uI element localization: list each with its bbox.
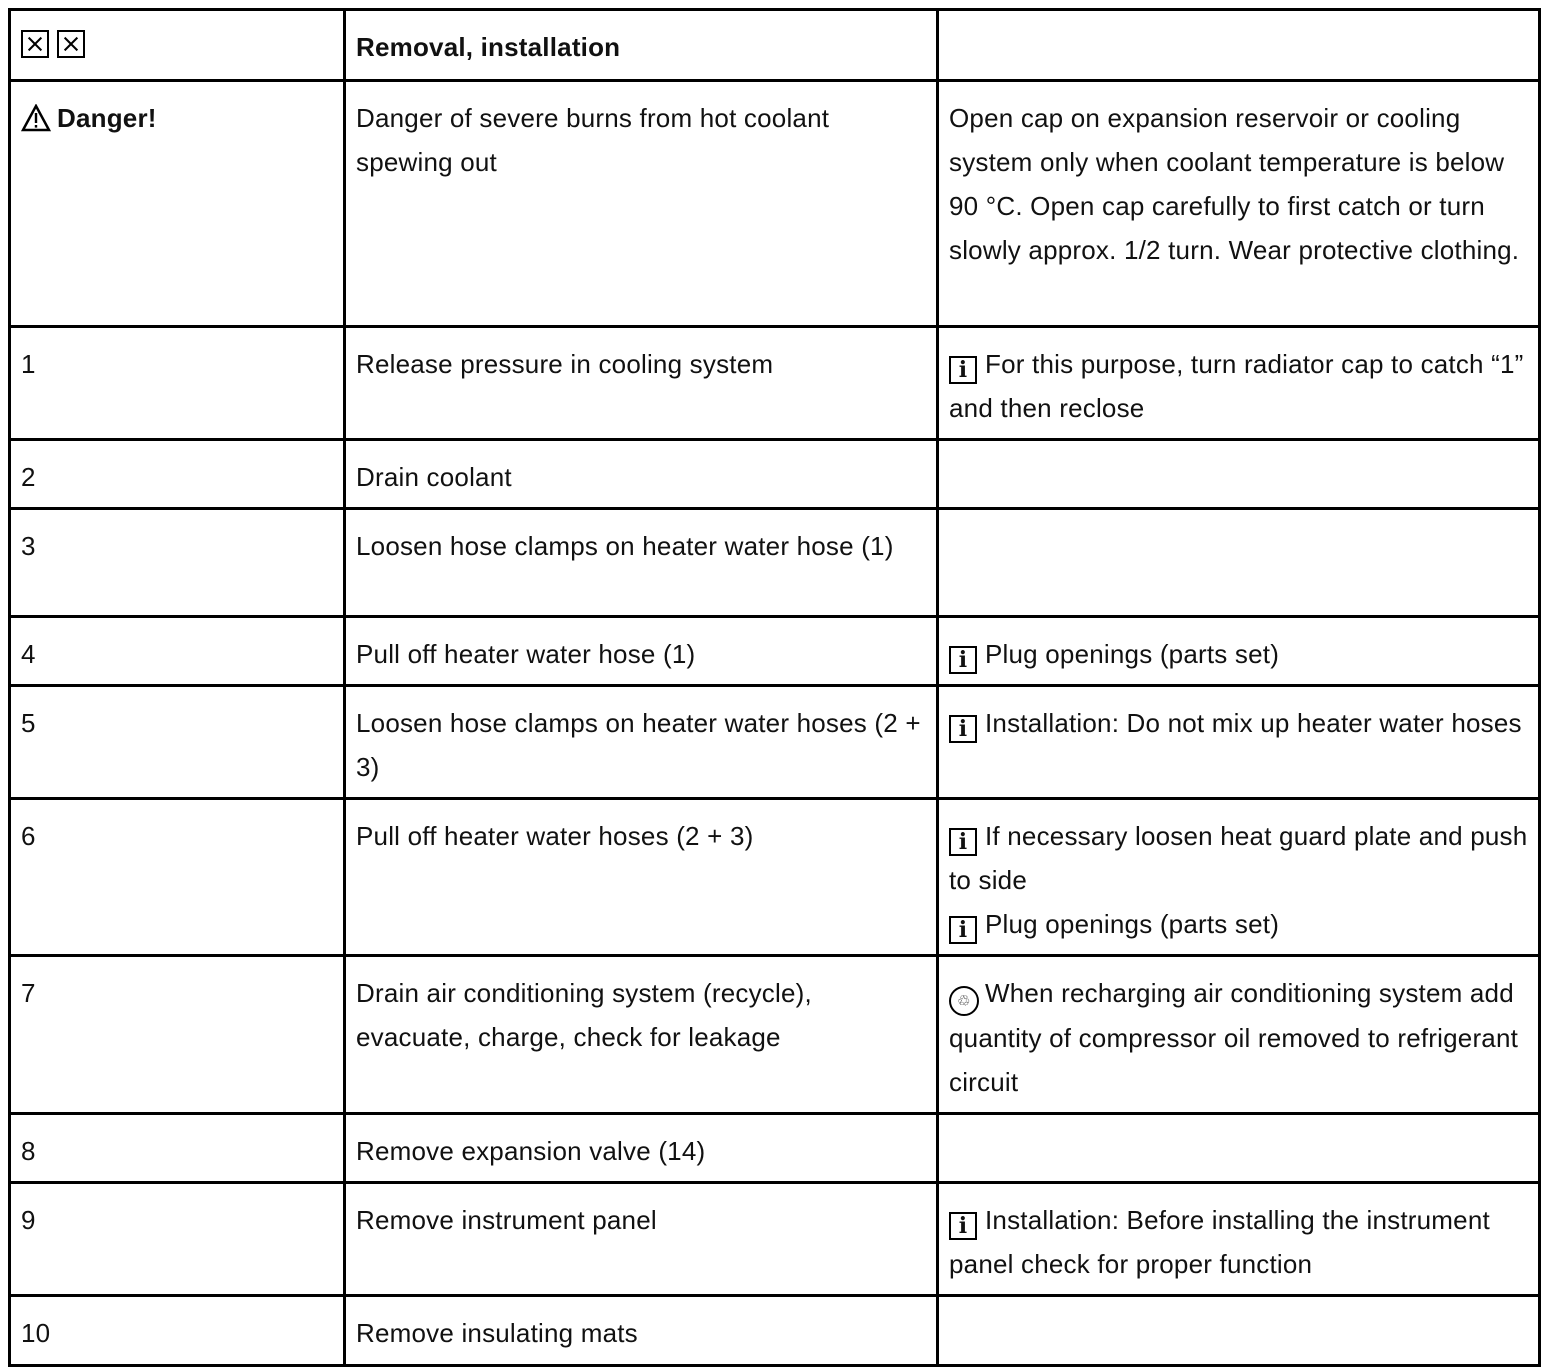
step-number: 7 — [10, 956, 345, 1114]
table-row — [10, 440, 1540, 509]
step-note — [938, 956, 1540, 1114]
step-action: Remove insulating mats — [345, 1296, 938, 1366]
step-note — [938, 327, 1540, 440]
table-row — [10, 1183, 1540, 1296]
table-row — [10, 509, 1540, 617]
header-icons-cell — [10, 10, 345, 81]
danger-cell — [10, 81, 345, 327]
info-icon: i — [949, 356, 977, 384]
step-note — [938, 440, 1540, 509]
table-row — [10, 956, 1540, 1114]
step-note — [938, 509, 1540, 617]
tool-symbol-icon — [21, 30, 49, 58]
note-line — [949, 1198, 1528, 1286]
step-number: 2 — [10, 440, 345, 509]
note-text: When recharging air conditioning system add quantity of compressor oil removed to refrigerant circuit — [949, 978, 1519, 1097]
step-number: 9 — [10, 1183, 345, 1296]
step-action: Pull off heater water hoses (2 + 3) — [345, 799, 938, 956]
danger-note: Open cap on expansion reservoir or cooling system only when coolant temperature is below 90 °C. Open cap carefully to first catch or turn slowly approx. 1/2 turn. Wear protective clothing. — [938, 81, 1540, 327]
note-text: Plug openings (parts set) — [985, 909, 1280, 939]
step-action: Drain air conditioning system (recycle), evacuate, charge, check for leakage — [345, 956, 938, 1114]
step-note — [938, 1296, 1540, 1366]
info-icon: i — [949, 1212, 977, 1240]
note-line — [949, 701, 1528, 745]
note-text: Plug openings (parts set) — [985, 639, 1280, 669]
table-row — [10, 686, 1540, 799]
header-title: Removal, installation — [345, 10, 938, 81]
step-note — [938, 686, 1540, 799]
table-row — [10, 1114, 1540, 1183]
info-icon: i — [949, 646, 977, 674]
danger-description: Danger of severe burns from hot coolant spewing out — [345, 81, 938, 327]
table-row — [10, 327, 1540, 440]
header-row — [10, 10, 1540, 81]
step-action: Remove instrument panel — [345, 1183, 938, 1296]
note-line — [949, 632, 1528, 676]
step-number: 10 — [10, 1296, 345, 1366]
step-action: Pull off heater water hose (1) — [345, 617, 938, 686]
step-number: 1 — [10, 327, 345, 440]
danger-label: Danger! — [57, 103, 157, 133]
step-number: 8 — [10, 1114, 345, 1183]
step-action: Drain coolant — [345, 440, 938, 509]
note-line — [949, 342, 1528, 430]
step-note — [938, 1183, 1540, 1296]
note-line — [949, 814, 1528, 902]
tool-symbol-icon — [57, 30, 85, 58]
info-icon: i — [949, 828, 977, 856]
procedure-table — [8, 8, 1541, 1367]
step-number: 5 — [10, 686, 345, 799]
note-text: Installation: Before installing the instrument panel check for proper function — [949, 1205, 1490, 1279]
step-note — [938, 617, 1540, 686]
note-text: For this purpose, turn radiator cap to catch “1” and then reclose — [949, 349, 1524, 423]
warning-triangle-icon — [21, 104, 51, 132]
step-number: 4 — [10, 617, 345, 686]
info-icon: i — [949, 715, 977, 743]
info-icon: i — [949, 916, 977, 944]
note-text: Installation: Do not mix up heater water hoses — [985, 708, 1522, 738]
table-row — [10, 617, 1540, 686]
note-line — [949, 971, 1528, 1104]
step-action: Remove expansion valve (14) — [345, 1114, 938, 1183]
step-note — [938, 799, 1540, 956]
step-action: Loosen hose clamps on heater water hoses (2 + 3) — [345, 686, 938, 799]
note-text: If necessary loosen heat guard plate and push to side — [949, 821, 1528, 895]
environment-icon: ♲ — [949, 986, 979, 1016]
header-note — [938, 10, 1540, 81]
table-row — [10, 1296, 1540, 1366]
note-line — [949, 902, 1528, 946]
step-action: Release pressure in cooling system — [345, 327, 938, 440]
step-note — [938, 1114, 1540, 1183]
step-number: 6 — [10, 799, 345, 956]
table-row — [10, 799, 1540, 956]
danger-row — [10, 81, 1540, 327]
step-action: Loosen hose clamps on heater water hose (1) — [345, 509, 938, 617]
step-number: 3 — [10, 509, 345, 617]
